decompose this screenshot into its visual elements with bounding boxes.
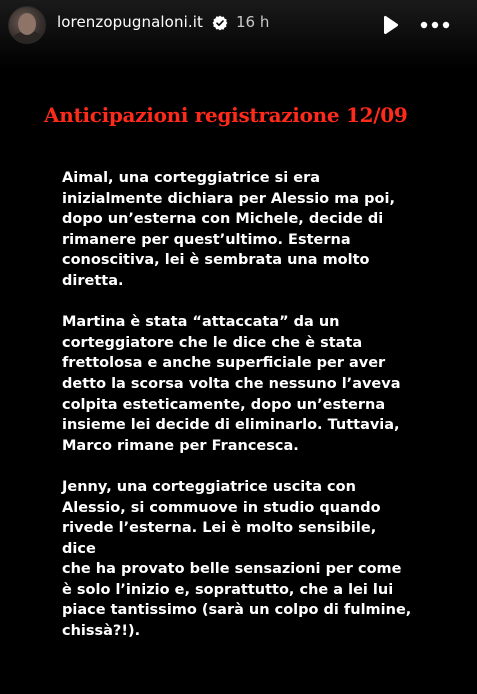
paragraph-1: Aimal, una corteggiatrice si era inizialmente dichiara per Alessio ma poi, dopo un’esterna con Michele, decide di rimanere per quest’ultimo. Esterna conoscitiva, lei è sembrata una molto diretta. — [62, 170, 395, 289]
paragraph-2: Martina è stata “attaccata” da un corteggiatore che le dice che è stata frettolosa e anche superficiale per aver detto la scorsa volta che nessuno l’aveva colpita esteticamente, dopo un’esterna insieme lei decide di eliminarlo. Tuttavia, Marco rimane per Francesca. — [62, 314, 401, 454]
story-header — [0, 0, 477, 52]
more-options-icon[interactable] — [420, 16, 450, 34]
avatar[interactable] — [8, 6, 46, 44]
play-icon[interactable] — [380, 15, 400, 35]
post-headline: Anticipazioni registrazione 12/09 — [44, 103, 408, 127]
avatar-face — [18, 13, 36, 35]
paragraph-3: Jenny, una corteggiatrice uscita con Alessio, si commuove in studio quando rivede l’esterna. Lei è molto sensibile, dice che ha provato belle sensazioni per come è solo l’inizio e, soprattutto, che a lei lui piace tantissimo (sarà un colpo di fulmine, chissà?!). — [62, 478, 412, 640]
post-timestamp: 16 h — [236, 13, 270, 31]
username-link[interactable]: lorenzopugnaloni.it — [57, 13, 203, 31]
post-body — [62, 168, 412, 662]
verified-badge-icon — [212, 15, 228, 31]
